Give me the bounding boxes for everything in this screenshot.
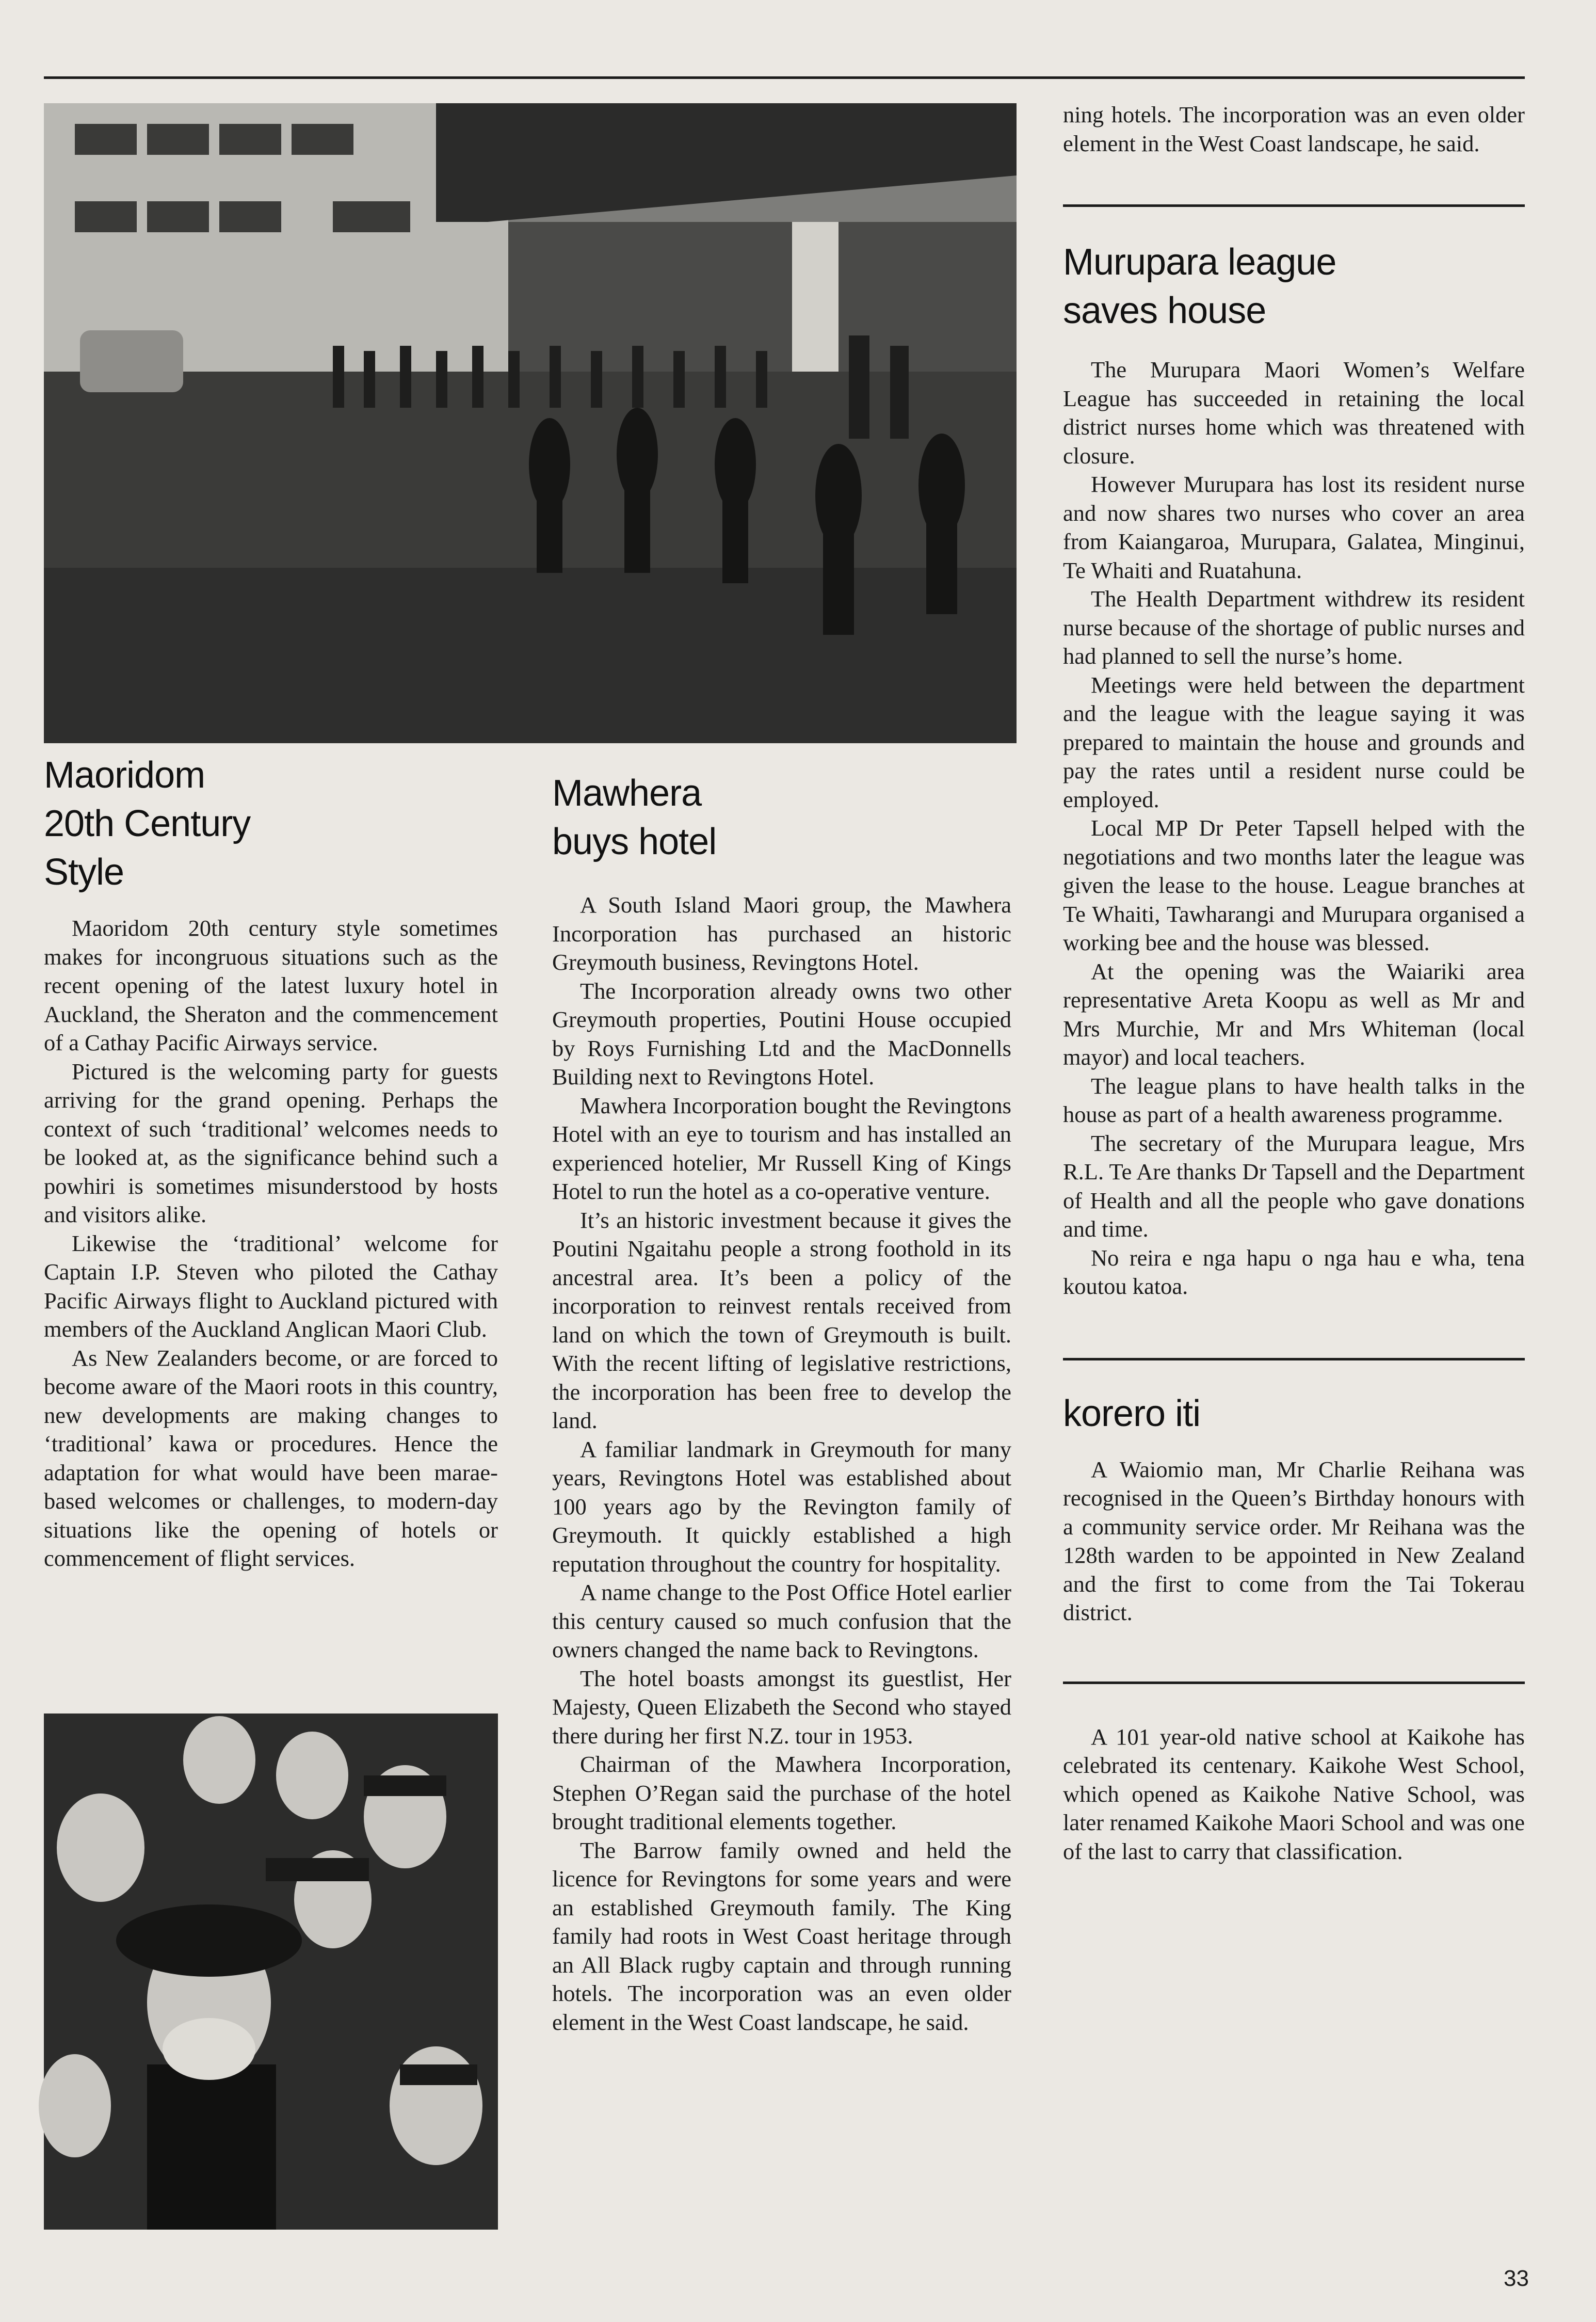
- murupara-paragraph: The secretary of the Murupara league, Mrs R.L. Te Are thanks Dr Tapsell and the Department of Health and all the people who gave donations and time.: [1063, 1130, 1525, 1242]
- murupara-paragraph: The league plans to have health talks in the house as part of a health awareness programme.: [1063, 1072, 1525, 1127]
- murupara-paragraph: The Health Department withdrew its resident nurse because of the shortage of public nurses and had planned to sell the nurse’s home.: [1063, 586, 1525, 669]
- maoridom-heading-line-2: 20th Century: [44, 803, 251, 844]
- murupara-heading-line-2: saves house: [1063, 290, 1266, 331]
- maoridom-paragraph: Pictured is the welcoming party for guests arriving for the grand opening. Perhaps the context of such ‘traditional’ welcomes needs to be looked at, as the significance behind such a powhiri is sometimes misunderstood by hosts and visitors alike.: [44, 1058, 498, 1227]
- section-divider: [1063, 1682, 1525, 1684]
- mawhera-continuation: [1063, 101, 1525, 158]
- flight-crew-group-photo: [44, 1714, 498, 2230]
- maoridom-paragraph: As New Zealanders become, or are forced to become aware of the Maori roots in this country, new developments are making changes to ‘traditional’ kawa or procedures. Hence the adaptation for what would have been marae-based welcomes or challenges, to modern-day situations like the opening of hotels or commencement of flight services.: [44, 1344, 498, 1571]
- maoridom-paragraph: Likewise the ‘traditional’ welcome for Captain I.P. Steven who piloted the Cathay Pacific Airways flight to Auckland pictured with members of the Auckland Anglican Maori Club.: [44, 1230, 498, 1342]
- murupara-paragraph: However Murupara has lost its resident nurse and now shares two nurses who cover an area from Kaiangaroa, Murupara, Galatea, Minginui, Te Whaiti and Ruatahuna.: [1063, 471, 1525, 583]
- mawhera-heading: [552, 769, 1011, 866]
- maoridom-heading: [44, 751, 498, 896]
- mawhera-heading-line-2: buys hotel: [552, 821, 717, 862]
- korero-item: A 101 year-old native school at Kaikohe has celebrated its centenary. Kaikohe West School, which opened as Kaikohe Native School, was later renamed Kaikohe Maori School and was one of the last to carry that classification.: [1063, 1723, 1525, 1864]
- section-divider: [1063, 1358, 1525, 1360]
- murupara-heading-line-1: Murupara league: [1063, 242, 1336, 283]
- welcoming-party-illustration: [44, 103, 1017, 743]
- maoridom-body: [44, 914, 498, 1573]
- maoridom-paragraph: Maoridom 20th century style sometimes makes for incongruous situations such as the recent opening of the latest luxury hotel in Auckland, the Sheraton and the commencement of a Cathay Pacific Airways service.: [44, 915, 498, 1055]
- mawhera-paragraph: The Barrow family owned and held the licence for Revingtons for some years and were an established Greymouth family. The King family had roots in West Coast heritage through an All Black rugby captain and through running hotels. The incorporation was an even older element in the West Coast landscape, he said.: [552, 1837, 1011, 2035]
- murupara-paragraph: The Murupara Maori Women’s Welfare League has succeeded in retaining the local district nurses home which was threatened with closure.: [1063, 357, 1525, 469]
- mawhera-paragraph: A familiar landmark in Greymouth for many years, Revingtons Hotel was established about 100 years ago by the Revington family of Greymouth. It quickly established a high reputation throughout the country for hospitality.: [552, 1436, 1011, 1577]
- murupara-heading: [1063, 238, 1525, 335]
- korero-body-1: [1063, 1455, 1525, 1627]
- murupara-body: [1063, 356, 1525, 1301]
- flight-crew-illustration: [44, 1714, 498, 2230]
- top-rule: [44, 76, 1525, 79]
- welcoming-party-photo: [44, 103, 1017, 743]
- murupara-paragraph: At the opening was the Waiariki area representative Areta Koopu as well as Mr and Mrs Murchie, Mr and Mrs Whiteman (local mayor) and local teachers.: [1063, 958, 1525, 1070]
- column-2: [552, 769, 1011, 2035]
- mawhera-paragraph: Chairman of the Mawhera Incorporation, Stephen O’Regan said the purchase of the hotel brought traditional elements together.: [552, 1751, 1011, 1834]
- murupara-paragraph: Meetings were held between the department and the league with the league saying it was prepared to maintain the house and grounds and pay the rates until a resident nurse could be employed.: [1063, 671, 1525, 812]
- maoridom-heading-line-1: Maoridom: [44, 755, 205, 796]
- mawhera-paragraph: A South Island Maori group, the Mawhera Incorporation has purchased an historic Greymouth business, Revingtons Hotel.: [552, 892, 1011, 975]
- mawhera-paragraph: It’s an historic investment because it gives the Poutini Ngaitahu people a strong foothold in its ancestral area. It’s been a policy of the incorporation to reinvest rentals received from land on which the town of Greymouth is built. With the recent lifting of legislative restrictions, the incorporation has been free to develop the land.: [552, 1207, 1011, 1433]
- korero-heading: [1063, 1389, 1525, 1438]
- mawhera-body: [552, 891, 1011, 2035]
- mawhera-heading-line-1: Mawhera: [552, 773, 702, 814]
- murupara-paragraph: Local MP Dr Peter Tapsell helped with the negotiations and two months later the league was given the lease to the house. League branches at Te Whaiti, Tawharangi and Murupara organised a working bee and the house was blessed.: [1063, 815, 1525, 955]
- murupara-paragraph: No reira e nga hapu o nga hau e wha, tena koutou katoa.: [1063, 1244, 1525, 1299]
- korero-heading-line: korero iti: [1063, 1392, 1201, 1434]
- mawhera-paragraph: Mawhera Incorporation bought the Revingtons Hotel with an eye to tourism and has installed an experienced hotelier, Mr Russell King of Kings Hotel to run the hotel as a co-operative venture.: [552, 1092, 1011, 1204]
- page-number: 33: [1504, 2266, 1529, 2291]
- mawhera-paragraph: A name change to the Post Office Hotel earlier this century caused so much confusion that the owners changed the name back to Revingtons.: [552, 1579, 1011, 1662]
- mawhera-continued-text: ning hotels. The incorporation was an even older element in the West Coast landscape, he said.: [1063, 102, 1525, 156]
- column-1: [44, 751, 498, 1573]
- mawhera-paragraph: The Incorporation already owns two other Greymouth properties, Poutini House occupied by Roys Furnishing Ltd and the MacDonnells Building next to Revingtons Hotel.: [552, 978, 1011, 1090]
- korero-body-2: [1063, 1723, 1525, 1866]
- section-divider: [1063, 204, 1525, 207]
- korero-item: A Waiomio man, Mr Charlie Reihana was recognised in the Queen’s Birthday honours with a community service order. Mr Reihana was the 128th warden to be appointed in New Zealand and the first to come from the Tai Tokerau district.: [1063, 1456, 1525, 1625]
- maoridom-heading-line-3: Style: [44, 852, 124, 893]
- mawhera-paragraph: The hotel boasts amongst its guestlist, Her Majesty, Queen Elizabeth the Second who stayed there during her first N.Z. tour in 1953.: [552, 1665, 1011, 1749]
- column-3: [1063, 101, 1525, 1866]
